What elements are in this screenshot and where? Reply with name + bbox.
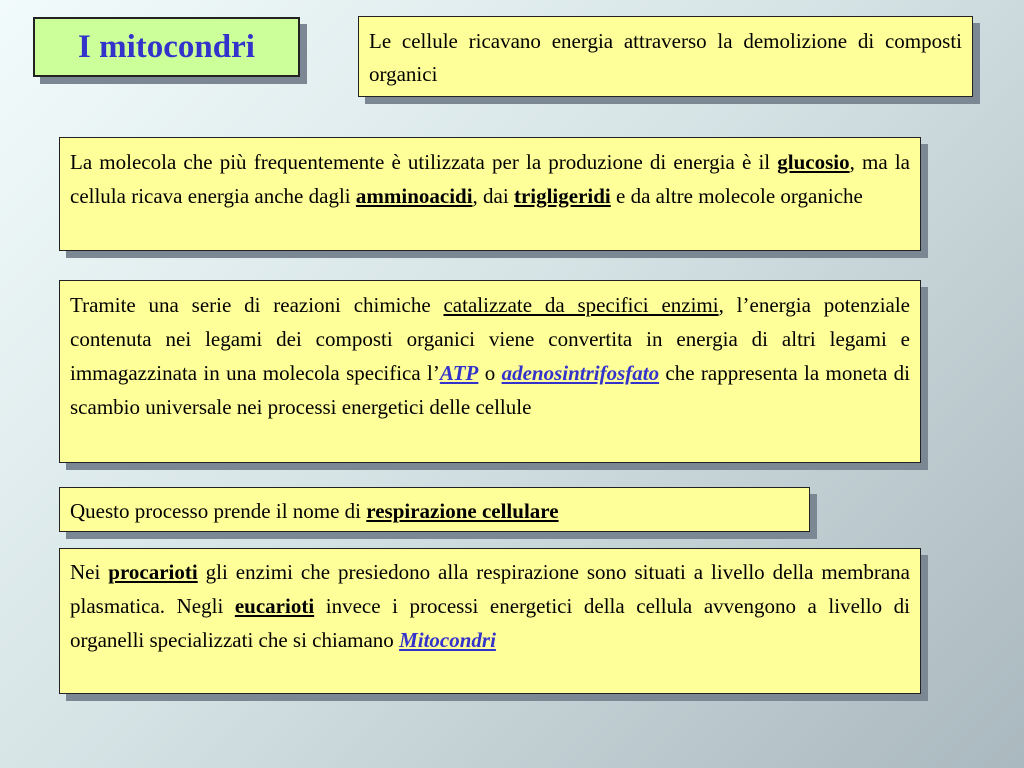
eucarioti-term: eucarioti (234, 594, 315, 618)
glucosio-term: glucosio (777, 150, 850, 174)
processo-box (59, 487, 810, 532)
catalizzate-term: catalizzate da specifici enzimi (443, 293, 719, 317)
adenosintrifosfato-link[interactable]: adenosintrifosfato (501, 361, 660, 385)
procarioti-box (59, 548, 921, 694)
amminoacidi-term: amminoacidi (355, 184, 473, 208)
title-box (33, 17, 300, 77)
procarioti-term: procarioti (108, 560, 198, 584)
procarioti-text-2: gli enzimi che presiedono alla respirazione sono situati a livello della membrana plasmatica. Negli (70, 560, 911, 618)
page-title: I mitocondri (78, 29, 255, 65)
tramite-text-1: Tramite una serie di reazioni chimiche (70, 293, 444, 317)
molecola-box (59, 137, 921, 251)
intro-text: Le cellule ricavano energia attraverso la demolizione di composti organici (369, 29, 962, 86)
respirazione-term: respirazione cellulare (366, 499, 559, 523)
intro-box (358, 16, 973, 97)
atp-link[interactable]: ATP (439, 361, 479, 385)
molecola-text-2: , ma la cellula ricava energia anche dagli (70, 150, 910, 208)
procarioti-text-3: invece i processi energetici della cellula avvengono a livello di organelli specializzati che si chiamano (70, 594, 911, 652)
molecola-text-3: , dai (472, 184, 514, 208)
molecola-text-1: La molecola che più frequentemente è utilizzata per la produzione di energia è il (70, 150, 778, 174)
tramite-box (59, 280, 921, 463)
processo-text: Questo processo prende il nome di (70, 499, 367, 523)
tramite-text-4: che rappresenta la moneta di scambio universale nei processi energetici delle cellule (70, 361, 911, 419)
trigligeridi-term: trigligeridi (513, 184, 611, 208)
tramite-text-2: , l’energia potenziale contenuta nei legami dei composti organici viene convertita in energia di altri legami e immagazzinata in una molecola specifica l’ (70, 293, 911, 385)
tramite-text-3: o (478, 361, 502, 385)
mitocondri-link[interactable]: Mitocondri (399, 628, 496, 652)
molecola-text-4: e da altre molecole organiche (610, 184, 863, 208)
procarioti-text-1: Nei (70, 560, 109, 584)
